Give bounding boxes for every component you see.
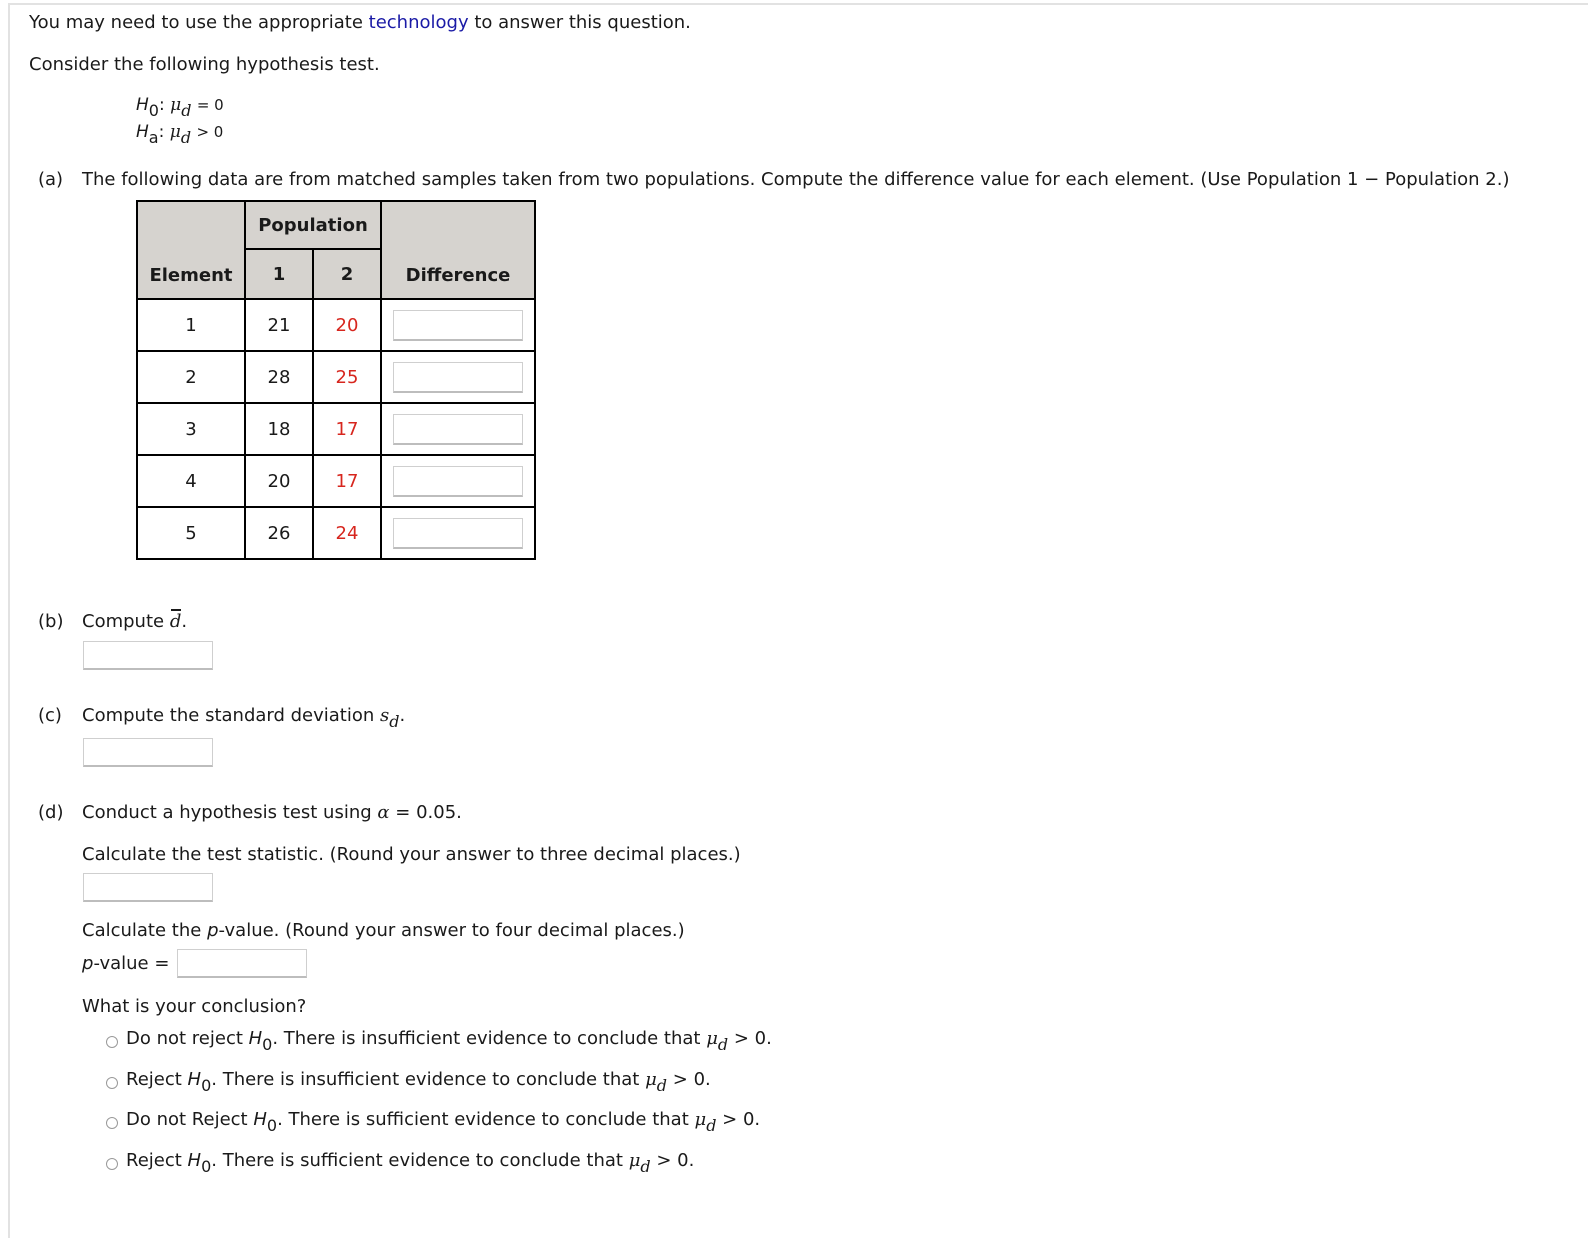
- conclusion-option-1-radio[interactable]: [106, 1036, 118, 1048]
- frame-left-border: [8, 3, 10, 1238]
- population-2-cell: 17: [313, 455, 381, 507]
- part-b-question: Compute d.: [82, 611, 188, 632]
- population-1-cell: 21: [245, 299, 313, 351]
- difference-input-2[interactable]: [393, 362, 523, 393]
- header-population-1: 1: [245, 249, 313, 299]
- difference-cell: [381, 507, 535, 559]
- population-2-cell: 25: [313, 351, 381, 403]
- part-a-question: The following data are from matched samples taken from two populations. Compute the difference value for each element. (Use Population 1 − Population 2.): [82, 169, 1510, 190]
- part-b-label: (b): [38, 611, 64, 632]
- difference-cell: [381, 299, 535, 351]
- d-bar-symbol: d: [169, 611, 182, 632]
- header-difference: Difference: [381, 201, 535, 299]
- element-cell: 4: [137, 455, 245, 507]
- intro-text: You may need to use the appropriate technology to answer this question.: [29, 12, 691, 33]
- table-row: [137, 455, 535, 507]
- difference-input-5[interactable]: [393, 518, 523, 549]
- table-row: [137, 403, 535, 455]
- frame-top-border: [8, 3, 1588, 5]
- technology-link[interactable]: technology: [368, 12, 469, 33]
- element-cell: 1: [137, 299, 245, 351]
- part-d-label: (d): [38, 802, 64, 823]
- population-1-cell: 18: [245, 403, 313, 455]
- p-value-input[interactable]: [177, 949, 307, 978]
- header-population: Population: [245, 201, 381, 249]
- std-dev-input[interactable]: [83, 738, 213, 767]
- d-bar-input[interactable]: [83, 641, 213, 670]
- difference-input-3[interactable]: [393, 414, 523, 445]
- population-1-cell: 28: [245, 351, 313, 403]
- conclusion-prompt: What is your conclusion?: [82, 996, 307, 1017]
- population-2-cell: 17: [313, 403, 381, 455]
- table-row: [137, 299, 535, 351]
- element-cell: 2: [137, 351, 245, 403]
- difference-cell: [381, 351, 535, 403]
- population-2-cell: 24: [313, 507, 381, 559]
- test-statistic-prompt: Calculate the test statistic. (Round your answer to three decimal places.): [82, 844, 741, 865]
- null-hypothesis: H0: μd = 0: [136, 95, 224, 120]
- table-row: [137, 507, 535, 559]
- conclusion-option-2-label[interactable]: Reject H0. There is insufficient evidence to conclude that μd > 0.: [126, 1069, 711, 1095]
- population-1-cell: 20: [245, 455, 313, 507]
- difference-input-1[interactable]: [393, 310, 523, 341]
- element-cell: 3: [137, 403, 245, 455]
- alternative-hypothesis: Ha: μd > 0: [136, 122, 224, 147]
- table-row: [137, 351, 535, 403]
- p-value-prompt: Calculate the p-value. (Round your answer to four decimal places.): [82, 920, 685, 941]
- test-statistic-input[interactable]: [83, 873, 213, 902]
- p-value-label: p-value =: [82, 953, 170, 974]
- conclusion-option-4-radio[interactable]: [106, 1158, 118, 1170]
- part-c-question: Compute the standard deviation sd.: [82, 705, 406, 731]
- part-a-label: (a): [38, 169, 64, 190]
- difference-input-4[interactable]: [393, 466, 523, 497]
- population-2-cell: 20: [313, 299, 381, 351]
- conclusion-option-4-label[interactable]: Reject H0. There is sufficient evidence to conclude that μd > 0.: [126, 1150, 695, 1176]
- header-population-2: 2: [313, 249, 381, 299]
- element-cell: 5: [137, 507, 245, 559]
- conclusion-option-1-label[interactable]: Do not reject H0. There is insufficient evidence to conclude that μd > 0.: [126, 1028, 772, 1054]
- difference-cell: [381, 403, 535, 455]
- conclusion-option-2-radio[interactable]: [106, 1077, 118, 1089]
- population-1-cell: 26: [245, 507, 313, 559]
- part-d-question: Conduct a hypothesis test using α = 0.05.: [82, 802, 462, 823]
- part-c-label: (c): [38, 705, 62, 726]
- header-element: Element: [137, 201, 245, 299]
- difference-cell: [381, 455, 535, 507]
- matched-samples-table: [136, 200, 536, 560]
- conclusion-option-3-label[interactable]: Do not Reject H0. There is sufficient evidence to conclude that μd > 0.: [126, 1109, 761, 1135]
- consider-text: Consider the following hypothesis test.: [29, 54, 380, 75]
- conclusion-option-3-radio[interactable]: [106, 1117, 118, 1129]
